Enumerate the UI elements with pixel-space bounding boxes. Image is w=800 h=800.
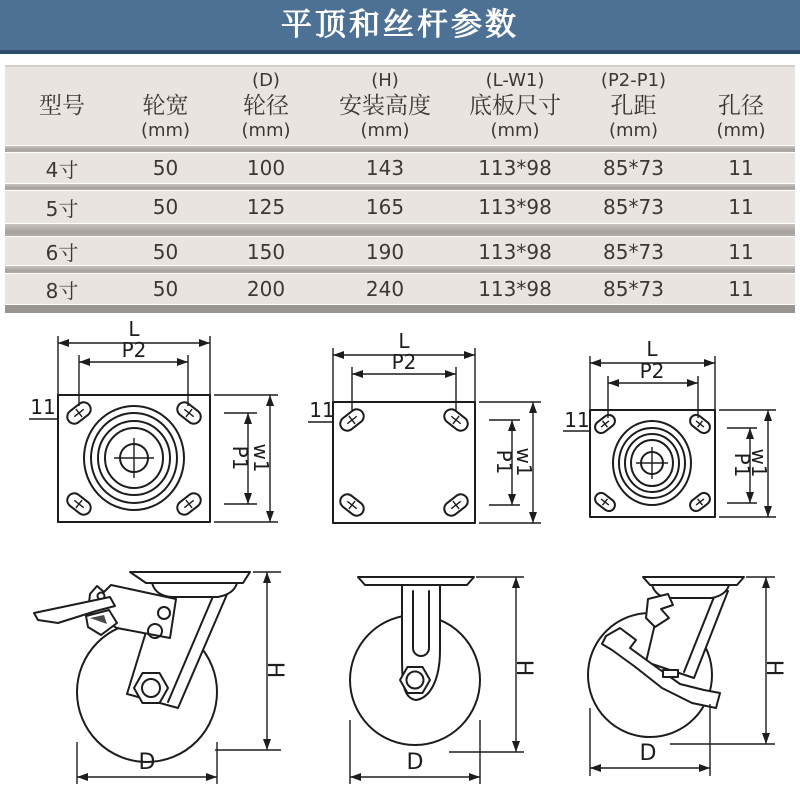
dim-label-L: L bbox=[128, 317, 140, 341]
dim-label-w1: w1 bbox=[747, 448, 771, 478]
caster-diagram-rigid-middle bbox=[350, 577, 536, 784]
dim-label-H: H bbox=[511, 659, 536, 677]
dim-label-D: D bbox=[406, 750, 424, 775]
dim-label-P2: P2 bbox=[391, 350, 417, 374]
caster-diagram-swivel-brake-right bbox=[588, 577, 786, 776]
dim-w1 bbox=[719, 410, 776, 517]
dim-label-P1: P1 bbox=[730, 452, 754, 478]
dim-label-H: H bbox=[262, 661, 287, 679]
dim-label-H: H bbox=[761, 659, 786, 677]
row-separator bbox=[5, 223, 795, 237]
dim-label-P2: P2 bbox=[121, 338, 147, 362]
table-row-5inch: 5寸 50 125 165 113*98 85*73 11 bbox=[5, 191, 795, 223]
dim-label-hole: 11 bbox=[30, 395, 56, 419]
column-header-mount-height: (H) 安装高度 (mm) bbox=[339, 70, 431, 141]
dim-hole-diameter bbox=[563, 408, 590, 432]
plate-diagram-swivel-left bbox=[29, 317, 278, 522]
dim-label-w1: w1 bbox=[512, 447, 536, 477]
dim-hole-diameter bbox=[29, 395, 58, 419]
column-header-plate-size: (L-W1) 底板尺寸 (mm) bbox=[469, 70, 561, 141]
dim-label-D: D bbox=[639, 741, 657, 766]
row-separator bbox=[5, 145, 795, 153]
dim-label-D: D bbox=[138, 750, 156, 775]
parameter-table bbox=[5, 65, 795, 313]
dim-hole-diameter bbox=[308, 398, 335, 422]
caster-diagram-swivel-brake-left bbox=[34, 572, 287, 784]
page-title: 平顶和丝杆参数 bbox=[281, 7, 519, 43]
plate-diagram-rigid-middle bbox=[308, 329, 541, 523]
column-header-hole-diameter: 孔径 (mm) bbox=[716, 93, 766, 141]
column-header-model: 型号 bbox=[39, 93, 85, 119]
dim-label-P2: P2 bbox=[639, 359, 665, 383]
table-header-row bbox=[5, 65, 795, 145]
dim-label-P1: P1 bbox=[228, 445, 252, 471]
row-separator bbox=[5, 183, 795, 191]
dim-label-L: L bbox=[398, 329, 410, 353]
column-header-wheel-diameter: (D) 轮径 (mm) bbox=[241, 70, 291, 141]
column-header-hole-pitch: (P2-P1) 孔距 (mm) bbox=[600, 70, 667, 141]
column-header-wheel-width: 轮宽 (mm) bbox=[140, 93, 191, 141]
technical-drawings bbox=[0, 300, 800, 800]
plate-diagram-swivel-right bbox=[563, 337, 776, 517]
table-row-8inch: 8寸 50 200 240 113*98 85*73 11 bbox=[5, 274, 795, 304]
dim-label-hole: 11 bbox=[309, 398, 335, 422]
dim-label-P1: P1 bbox=[492, 449, 516, 475]
dim-label-L: L bbox=[646, 337, 658, 361]
dim-label-hole: 11 bbox=[564, 408, 590, 432]
dim-label-w1: w1 bbox=[249, 443, 273, 473]
table-row-4inch: 4寸 50 100 143 113*98 85*73 11 bbox=[5, 153, 795, 183]
row-separator bbox=[5, 265, 795, 274]
title-bar bbox=[0, 0, 800, 54]
table-row-6inch: 6寸 50 150 190 113*98 85*73 11 bbox=[5, 237, 795, 265]
